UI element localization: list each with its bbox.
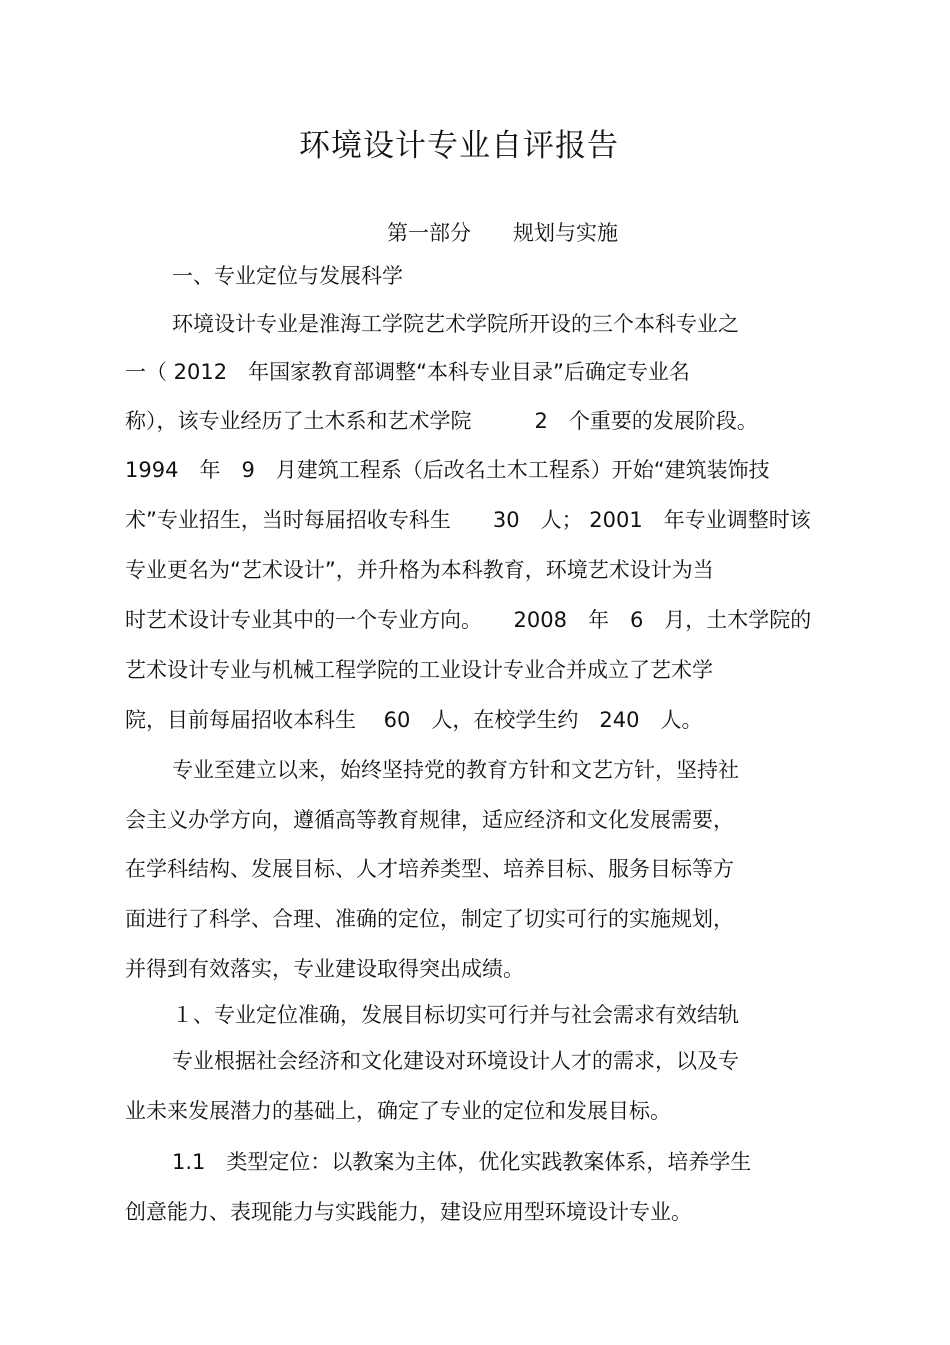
paragraph-line: 环境设计专业是淮海工学院艺术学院所开设的三个本科专业之 <box>172 312 739 336</box>
subsection-heading: １、专业定位准确，发展目标切实可行并与社会需求有效结轨 <box>172 1003 739 1027</box>
paragraph-line: 创意能力、表现能力与实践能力，建设应用型环境设计专业。 <box>125 1200 692 1224</box>
paragraph-line: 专业更名为“艺术设计”，并升格为本科教育，环境艺术设计为当 <box>125 558 714 582</box>
paragraph-line: 并得到有效落实，专业建设取得突出成绩。 <box>125 957 524 981</box>
paragraph-line: 在学科结构、发展目标、人才培养类型、培养目标、服务目标等方 <box>125 857 734 881</box>
document-title: 环境设计专业自评报告 <box>299 128 619 164</box>
paragraph-line: 专业根据社会经济和文化建设对环境设计人才的需求，以及专 <box>172 1049 739 1073</box>
paragraph-line: 业未来发展潜力的基础上，确定了专业的定位和发展目标。 <box>125 1099 671 1123</box>
paragraph-line: 一（ 2012 年国家教育部调整“本科专业目录”后确定专业名 <box>125 360 690 384</box>
paragraph-line: 1.1 类型定位：以教案为主体，优化实践教案体系，培养学生 <box>172 1150 752 1174</box>
paragraph-line: 1994 年 9 月建筑工程系（后改名土木工程系）开始“建筑装饰技 <box>125 458 770 482</box>
paragraph-line: 艺术设计专业与机械工程学院的工业设计专业合并成立了艺术学 <box>125 658 713 682</box>
paragraph-line: 面进行了科学、合理、准确的定位，制定了切实可行的实施规划， <box>125 907 734 931</box>
paragraph-line: 称），该专业经历了土木系和艺术学院 2 个重要的发展阶段。 <box>125 409 758 433</box>
paragraph-line: 术”专业招生，当时每届招收专科生 30 人； 2001 年专业调整时该 <box>125 508 811 532</box>
part-heading: 第一部分 规划与实施 <box>387 221 618 245</box>
paragraph-line: 时艺术设计专业其中的一个专业方向。 2008 年 6 月，土木学院的 <box>125 608 812 632</box>
paragraph-line: 会主义办学方向，遵循高等教育规律，适应经济和文化发展需要， <box>125 808 734 832</box>
paragraph-line: 专业至建立以来，始终坚持党的教育方针和文艺方针，坚持社 <box>172 758 739 782</box>
section-heading: 一、专业定位与发展科学 <box>172 264 403 288</box>
paragraph-line: 院，目前每届招收本科生 60 人，在校学生约 240 人。 <box>125 708 703 732</box>
